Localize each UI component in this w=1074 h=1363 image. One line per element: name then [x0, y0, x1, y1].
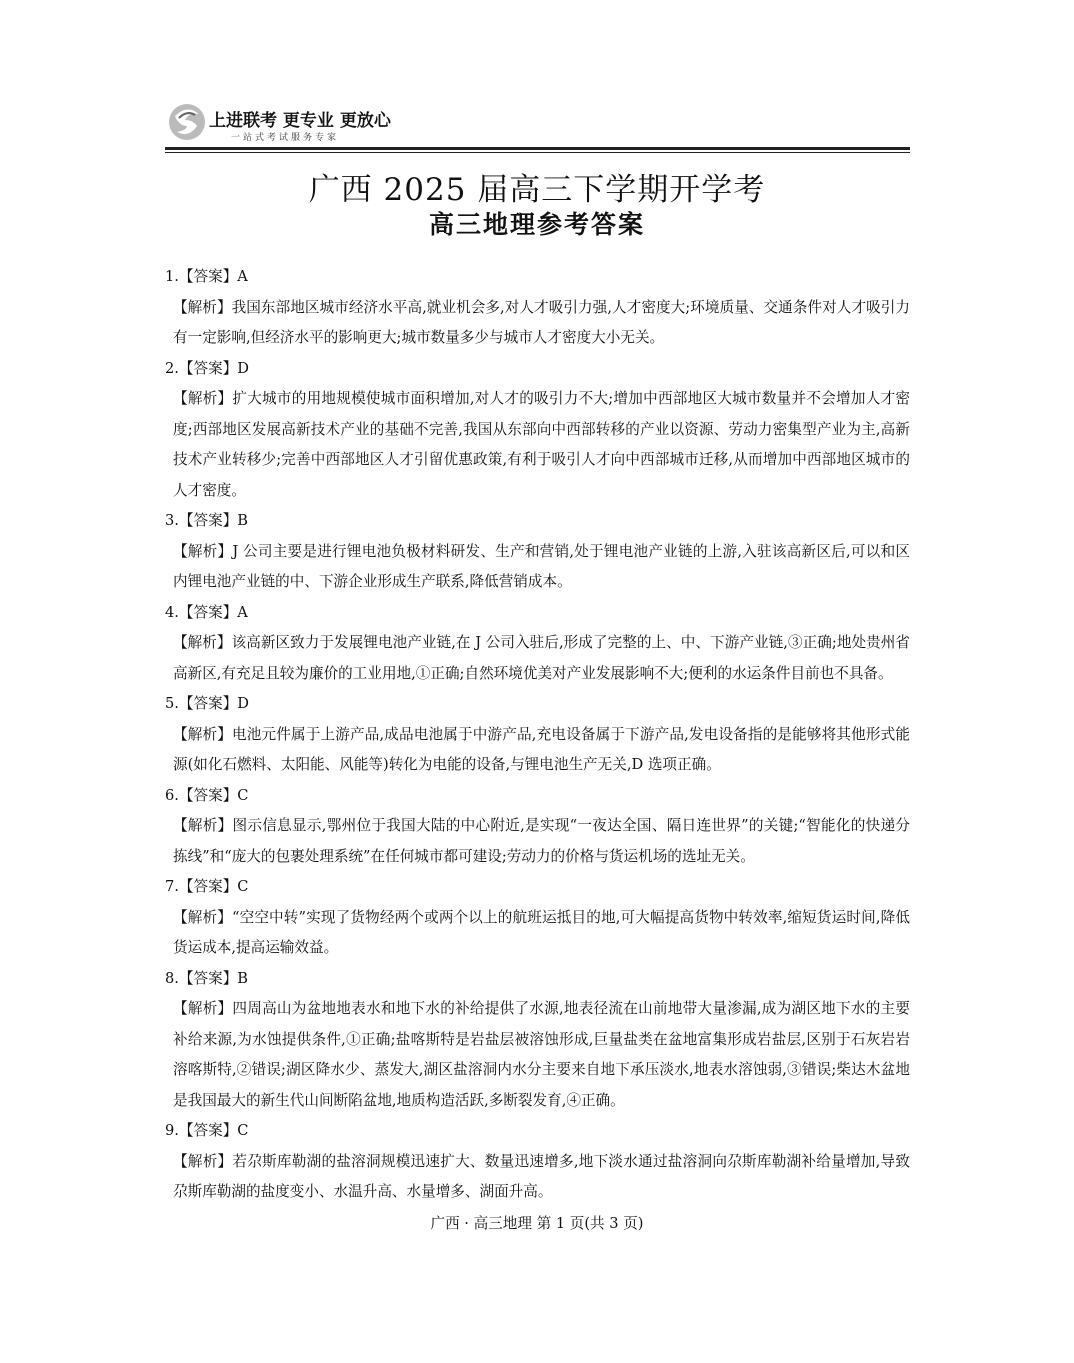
- answer-item-9: [165, 1116, 910, 1208]
- answer-item-5: [165, 689, 910, 781]
- answer-item-7: [165, 872, 910, 964]
- brand-subline: 一站式考试服务专家: [231, 133, 340, 143]
- answer-item-4: [165, 598, 910, 690]
- answer-item-3: [165, 506, 910, 598]
- answer-explanation: 【解析】“空空中转”实现了货物经两个或两个以上的航班运抵目的地,可大幅提高货物中转效率,缩短货运时间,降低货运成本,提高运输效益。: [173, 908, 910, 956]
- brand-slogan: 上进联考 更专业 更放心: [209, 111, 391, 131]
- answer-key: 1.【答案】A: [165, 268, 248, 285]
- answer-item-6: [165, 781, 910, 873]
- page-header: [165, 100, 910, 152]
- logo-icon: [167, 102, 207, 142]
- answer-key: 6.【答案】C: [165, 786, 249, 804]
- answer-explanation: 【解析】我国东部地区城市经济水平高,就业机会多,对人才吸引力强,人才密度大;环境质量、交通条件对人才吸引力有一定影响,但经济水平的影响更大;城市数量多少与城市人才密度大小无关。: [173, 298, 910, 346]
- page-title: 广西 2025 届高三下学期开学考: [308, 172, 766, 208]
- answer-item-1: [165, 262, 910, 354]
- answer-explanation: 【解析】若尕斯库勒湖的盐溶洞规模迅速扩大、数量迅速增多,地下淡水通过盐溶洞向尕斯库勒湖补给量增加,导致尕斯库勒湖的盐度变小、水温升高、水量增多、湖面升高。: [173, 1152, 910, 1200]
- answer-explanation: 【解析】扩大城市的用地规模使城市面积增加,对人才的吸引力不大;增加中西部地区大城市数量并不会增加人才密度;西部地区发展高新技术产业的基础不完善,我国从东部向中西部转移的产业以资源、劳动力密集型产业为主,高新技术产业转移少;完善中西部地区人才引留优惠政策,有利于吸引人才向中西部城市迁移,从而增加中西部地区城市的人才密度。: [173, 390, 910, 499]
- answer-key: 5.【答案】D: [165, 695, 249, 712]
- page-subtitle: 高三地理参考答案: [428, 210, 645, 239]
- answer-explanation: 【解析】图示信息显示,鄂州位于我国大陆的中心附近,是实现“一夜达全国、隔日连世界”的关键;“智能化的快递分拣线”和“庞大的包裹处理系统”在任何城市都可建设;劳动力的价格与货运机场的选址无关。: [173, 817, 910, 865]
- page-footer: 广西 · 高三地理 第 1 页(共 3 页): [430, 1215, 644, 1232]
- answer-explanation: 【解析】J 公司主要是进行锂电池负极材料研发、生产和营销,处于锂电池产业链的上游,入驻该高新区后,可以和区内锂电池产业链的中、下游企业形成生产联系,降低营销成本。: [173, 542, 910, 590]
- answer-key: 8.【答案】B: [165, 969, 249, 987]
- answer-item-2: [165, 354, 910, 507]
- answer-explanation: 【解析】四周高山为盆地地表水和地下水的补给提供了水源,地表径流在山前地带大量渗漏,成为湖区地下水的主要补给来源,为水蚀提供条件,①正确;盐喀斯特是岩盐层被溶蚀形成,巨量盐类在盆地富集形成岩盐层,区别于石灰岩岩溶喀斯特,②错误;湖区降水少、蒸发大,湖区盐溶洞内水分主要来自地下承压淡水,地表水溶蚀弱,③错误;柴达木盆地是我国最大的新生代山间断陷盆地,地质构造活跃,多断裂发育,④正确。: [173, 1000, 910, 1109]
- answer-key: 4.【答案】A: [165, 603, 248, 621]
- answer-explanation: 【解析】电池元件属于上游产品,成品电池属于中游产品,充电设备属于下游产品,发电设备指的是能够将其他形式能源(如化石燃料、太阳能、风能等)转化为电能的设备,与锂电池生产无关,D 选项正确。: [173, 725, 910, 773]
- header-divider: [165, 147, 910, 150]
- answer-key: 9.【答案】C: [165, 1122, 249, 1139]
- answer-list: [165, 262, 910, 1208]
- answer-key: 3.【答案】B: [165, 512, 249, 529]
- answer-key: 2.【答案】D: [165, 359, 249, 377]
- answer-key: 7.【答案】C: [165, 878, 249, 895]
- header-divider-thin: [165, 152, 910, 153]
- answer-item-8: [165, 964, 910, 1117]
- answer-explanation: 【解析】该高新区致力于发展锂电池产业链,在 J 公司入驻后,形成了完整的上、中、下游产业链,③正确;地处贵州省高新区,有充足且较为廉价的工业用地,①正确;自然环境优美对产业发展影响不大;便利的水运条件目前也不具备。: [173, 634, 910, 682]
